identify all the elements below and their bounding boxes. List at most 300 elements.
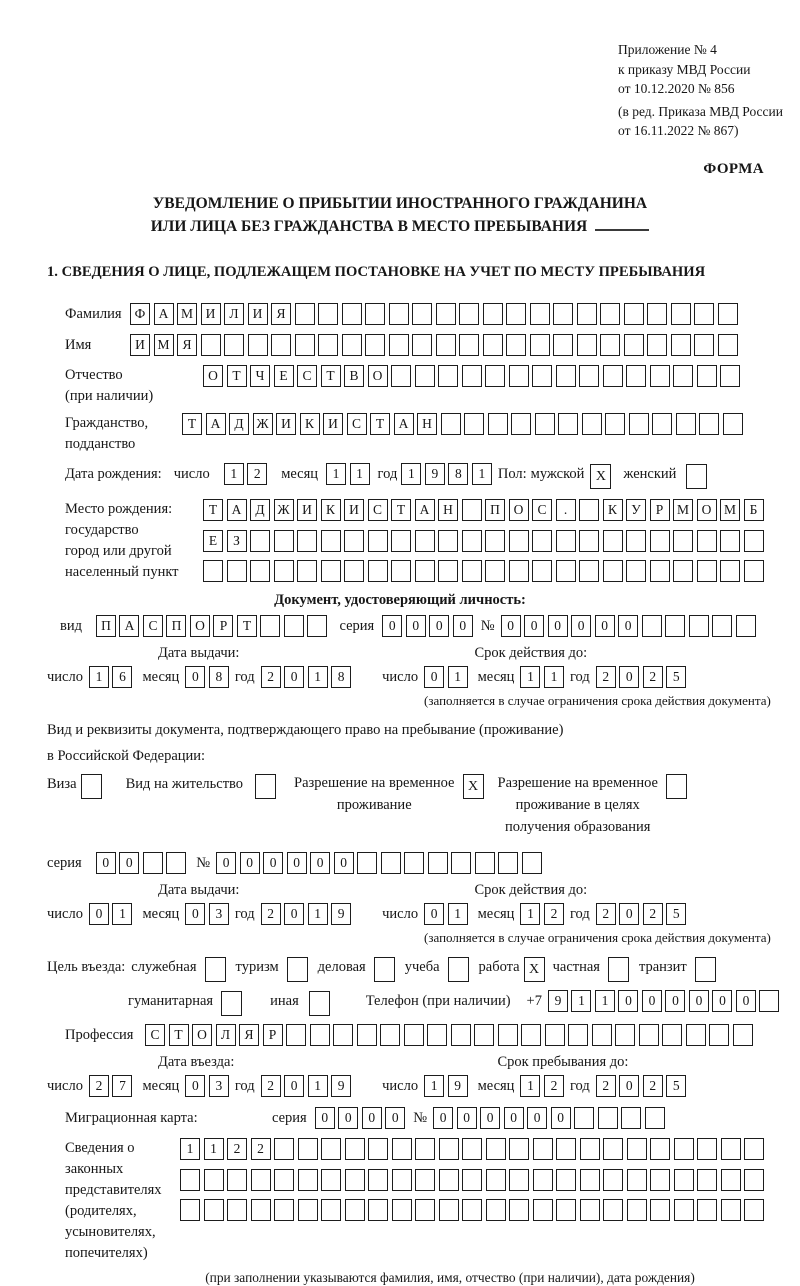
char-cell[interactable] [723,413,743,435]
char-cell[interactable] [733,1024,753,1046]
char-cell[interactable]: 1 [595,990,615,1012]
char-cell[interactable] [415,1138,435,1160]
char-cell[interactable] [556,1169,576,1191]
char-cell[interactable]: 0 [619,666,639,688]
char-cell[interactable] [506,303,526,325]
char-cell[interactable]: 1 [520,903,540,925]
char-cell[interactable]: Ж [253,413,273,435]
char-cell[interactable]: М [673,499,693,521]
char-cell[interactable]: 0 [240,852,260,874]
char-cell[interactable] [720,365,740,387]
char-cell[interactable] [639,1024,659,1046]
char-cell[interactable] [568,1024,588,1046]
char-cell[interactable]: 2 [643,1075,663,1097]
char-cell[interactable] [671,334,691,356]
char-cell[interactable] [271,334,291,356]
char-cell[interactable]: 2 [89,1075,109,1097]
char-cell[interactable]: 1 [308,666,328,688]
char-cell[interactable] [357,1024,377,1046]
char-cell[interactable] [412,334,432,356]
char-cell[interactable] [415,1199,435,1221]
char-cell[interactable] [662,1024,682,1046]
char-cell[interactable]: С [347,413,367,435]
char-cell[interactable]: П [485,499,505,521]
char-cell[interactable]: Ф [130,303,150,325]
char-cell[interactable]: 0 [689,990,709,1012]
purpose-private-checkbox[interactable] [608,957,629,982]
char-cell[interactable] [321,1169,341,1191]
char-cell[interactable] [295,334,315,356]
char-cell[interactable] [415,365,435,387]
char-cell[interactable] [674,1138,694,1160]
char-cell[interactable]: Н [438,499,458,521]
char-cell[interactable] [462,499,482,521]
char-cell[interactable] [574,1107,594,1129]
char-cell[interactable] [506,334,526,356]
char-cell[interactable] [626,560,646,582]
char-cell[interactable]: 1 [180,1138,200,1160]
char-cell[interactable]: 0 [185,666,205,688]
char-cell[interactable]: 0 [96,852,116,874]
char-cell[interactable] [274,1138,294,1160]
char-cell[interactable] [342,303,362,325]
char-cell[interactable] [676,413,696,435]
char-cell[interactable]: 0 [453,615,473,637]
char-cell[interactable]: 0 [284,1075,304,1097]
char-cell[interactable] [297,530,317,552]
char-cell[interactable] [699,413,719,435]
char-cell[interactable]: Т [391,499,411,521]
char-cell[interactable]: 1 [520,1075,540,1097]
char-cell[interactable]: 0 [524,615,544,637]
char-cell[interactable]: И [130,334,150,356]
char-cell[interactable] [694,303,714,325]
char-cell[interactable] [380,1024,400,1046]
char-cell[interactable] [441,413,461,435]
char-cell[interactable]: М [154,334,174,356]
char-cell[interactable]: 6 [112,666,132,688]
char-cell[interactable] [248,334,268,356]
char-cell[interactable]: У [626,499,646,521]
char-cell[interactable]: 1 [224,463,244,485]
char-cell[interactable] [318,303,338,325]
char-cell[interactable]: В [344,365,364,387]
char-cell[interactable]: 0 [424,666,444,688]
char-cell[interactable] [345,1199,365,1221]
char-cell[interactable] [438,560,458,582]
char-cell[interactable] [556,1199,576,1221]
char-cell[interactable] [485,365,505,387]
char-cell[interactable] [673,365,693,387]
char-cell[interactable]: 0 [551,1107,571,1129]
char-cell[interactable] [250,560,270,582]
char-cell[interactable] [274,1199,294,1221]
char-cell[interactable] [436,303,456,325]
char-cell[interactable]: 0 [284,903,304,925]
char-cell[interactable] [404,1024,424,1046]
char-cell[interactable]: 1 [520,666,540,688]
char-cell[interactable]: 2 [544,1075,564,1097]
char-cell[interactable] [533,1169,553,1191]
char-cell[interactable] [712,615,732,637]
char-cell[interactable]: 0 [618,615,638,637]
char-cell[interactable]: К [603,499,623,521]
char-cell[interactable] [642,615,662,637]
char-cell[interactable] [321,1199,341,1221]
char-cell[interactable] [647,334,667,356]
char-cell[interactable]: 8 [331,666,351,688]
char-cell[interactable] [652,413,672,435]
char-cell[interactable] [250,530,270,552]
char-cell[interactable]: 0 [185,1075,205,1097]
char-cell[interactable]: 0 [284,666,304,688]
char-cell[interactable] [485,530,505,552]
char-cell[interactable]: 8 [209,666,229,688]
char-cell[interactable]: 2 [643,666,663,688]
char-cell[interactable] [553,334,573,356]
char-cell[interactable]: 0 [119,852,139,874]
char-cell[interactable] [459,303,479,325]
char-cell[interactable] [600,303,620,325]
char-cell[interactable]: 0 [618,990,638,1012]
char-cell[interactable]: 9 [331,903,351,925]
char-cell[interactable] [718,334,738,356]
purpose-humanitarian-checkbox[interactable] [221,991,242,1016]
char-cell[interactable] [665,615,685,637]
char-cell[interactable]: С [143,615,163,637]
purpose-business-checkbox[interactable] [374,957,395,982]
char-cell[interactable]: Ч [250,365,270,387]
visa-checkbox[interactable] [81,774,102,799]
char-cell[interactable] [556,560,576,582]
char-cell[interactable]: 0 [736,990,756,1012]
char-cell[interactable]: 8 [448,463,468,485]
char-cell[interactable] [579,560,599,582]
char-cell[interactable] [592,1024,612,1046]
char-cell[interactable] [744,1138,764,1160]
char-cell[interactable]: 0 [310,852,330,874]
char-cell[interactable] [545,1024,565,1046]
char-cell[interactable] [736,615,756,637]
char-cell[interactable]: А [227,499,247,521]
char-cell[interactable] [556,1138,576,1160]
char-cell[interactable]: 2 [643,903,663,925]
char-cell[interactable]: . [556,499,576,521]
char-cell[interactable]: 1 [89,666,109,688]
char-cell[interactable] [365,303,385,325]
char-cell[interactable]: О [509,499,529,521]
char-cell[interactable] [391,365,411,387]
char-cell[interactable]: А [206,413,226,435]
char-cell[interactable] [251,1169,271,1191]
char-cell[interactable]: 9 [548,990,568,1012]
char-cell[interactable] [697,560,717,582]
char-cell[interactable] [744,1169,764,1191]
char-cell[interactable] [579,530,599,552]
char-cell[interactable] [629,413,649,435]
char-cell[interactable] [180,1169,200,1191]
char-cell[interactable] [626,530,646,552]
char-cell[interactable]: 1 [308,1075,328,1097]
char-cell[interactable] [412,303,432,325]
char-cell[interactable] [389,303,409,325]
char-cell[interactable] [274,1169,294,1191]
char-cell[interactable] [439,1199,459,1221]
char-cell[interactable]: М [720,499,740,521]
char-cell[interactable] [143,852,163,874]
char-cell[interactable]: 0 [665,990,685,1012]
char-cell[interactable] [686,1024,706,1046]
char-cell[interactable] [744,530,764,552]
temp-residence-checkbox[interactable]: X [463,774,484,799]
char-cell[interactable]: Д [229,413,249,435]
char-cell[interactable] [439,1169,459,1191]
char-cell[interactable]: 0 [185,903,205,925]
char-cell[interactable]: 1 [326,463,346,485]
char-cell[interactable]: Р [650,499,670,521]
char-cell[interactable] [624,334,644,356]
char-cell[interactable]: 1 [544,666,564,688]
char-cell[interactable] [298,1138,318,1160]
char-cell[interactable]: И [276,413,296,435]
char-cell[interactable]: Т [237,615,257,637]
char-cell[interactable] [627,1199,647,1221]
char-cell[interactable]: 0 [89,903,109,925]
char-cell[interactable] [603,1138,623,1160]
char-cell[interactable] [462,365,482,387]
char-cell[interactable]: 0 [382,615,402,637]
char-cell[interactable]: 2 [227,1138,247,1160]
char-cell[interactable] [671,303,691,325]
char-cell[interactable]: Т [182,413,202,435]
char-cell[interactable] [485,560,505,582]
char-cell[interactable] [498,852,518,874]
purpose-tourism-checkbox[interactable] [287,957,308,982]
residence-permit-checkbox[interactable] [255,774,276,799]
temp-residence-education-checkbox[interactable] [666,774,687,799]
char-cell[interactable] [650,560,670,582]
char-cell[interactable] [392,1138,412,1160]
char-cell[interactable]: Р [263,1024,283,1046]
char-cell[interactable] [451,852,471,874]
char-cell[interactable]: 5 [666,666,686,688]
char-cell[interactable]: К [321,499,341,521]
char-cell[interactable]: 1 [112,903,132,925]
char-cell[interactable]: 2 [596,903,616,925]
char-cell[interactable]: 0 [429,615,449,637]
char-cell[interactable] [488,413,508,435]
char-cell[interactable]: 1 [424,1075,444,1097]
char-cell[interactable] [368,530,388,552]
char-cell[interactable] [603,530,623,552]
char-cell[interactable]: Т [203,499,223,521]
char-cell[interactable] [298,1199,318,1221]
char-cell[interactable]: 9 [425,463,445,485]
char-cell[interactable] [297,560,317,582]
char-cell[interactable]: И [344,499,364,521]
char-cell[interactable] [204,1199,224,1221]
char-cell[interactable]: 0 [338,1107,358,1129]
char-cell[interactable]: Т [227,365,247,387]
char-cell[interactable]: П [96,615,116,637]
char-cell[interactable] [227,1199,247,1221]
char-cell[interactable] [415,560,435,582]
char-cell[interactable] [598,1107,618,1129]
char-cell[interactable] [227,1169,247,1191]
char-cell[interactable]: Н [417,413,437,435]
char-cell[interactable]: Р [213,615,233,637]
char-cell[interactable] [603,365,623,387]
char-cell[interactable]: 0 [712,990,732,1012]
char-cell[interactable]: 0 [504,1107,524,1129]
char-cell[interactable]: 1 [308,903,328,925]
char-cell[interactable] [475,852,495,874]
char-cell[interactable] [345,1138,365,1160]
char-cell[interactable]: 9 [448,1075,468,1097]
char-cell[interactable]: 7 [112,1075,132,1097]
char-cell[interactable]: З [227,530,247,552]
char-cell[interactable] [697,1169,717,1191]
char-cell[interactable]: А [394,413,414,435]
char-cell[interactable]: Я [271,303,291,325]
char-cell[interactable] [227,560,247,582]
char-cell[interactable]: И [248,303,268,325]
char-cell[interactable] [579,499,599,521]
char-cell[interactable] [251,1199,271,1221]
char-cell[interactable]: 0 [433,1107,453,1129]
purpose-official-checkbox[interactable] [205,957,226,982]
char-cell[interactable] [204,1169,224,1191]
char-cell[interactable] [673,560,693,582]
char-cell[interactable]: 1 [401,463,421,485]
char-cell[interactable]: К [300,413,320,435]
char-cell[interactable] [759,990,779,1012]
char-cell[interactable]: 2 [596,666,616,688]
char-cell[interactable] [580,1199,600,1221]
char-cell[interactable] [721,1199,741,1221]
char-cell[interactable] [580,1138,600,1160]
char-cell[interactable]: 2 [261,666,281,688]
char-cell[interactable] [274,560,294,582]
char-cell[interactable]: 0 [480,1107,500,1129]
char-cell[interactable]: 1 [204,1138,224,1160]
char-cell[interactable]: 0 [457,1107,477,1129]
char-cell[interactable] [627,1138,647,1160]
char-cell[interactable] [438,365,458,387]
char-cell[interactable] [381,852,401,874]
char-cell[interactable] [522,852,542,874]
char-cell[interactable] [486,1138,506,1160]
char-cell[interactable] [368,1138,388,1160]
char-cell[interactable] [333,1024,353,1046]
char-cell[interactable] [603,560,623,582]
char-cell[interactable]: И [201,303,221,325]
char-cell[interactable] [439,1138,459,1160]
char-cell[interactable]: Т [370,413,390,435]
char-cell[interactable] [509,560,529,582]
char-cell[interactable] [462,1138,482,1160]
char-cell[interactable] [627,1169,647,1191]
char-cell[interactable] [580,1169,600,1191]
char-cell[interactable]: Е [203,530,223,552]
char-cell[interactable] [392,1199,412,1221]
char-cell[interactable]: О [192,1024,212,1046]
char-cell[interactable]: С [532,499,552,521]
char-cell[interactable] [318,334,338,356]
char-cell[interactable]: Л [224,303,244,325]
char-cell[interactable] [307,615,327,637]
char-cell[interactable] [436,334,456,356]
char-cell[interactable] [392,1169,412,1191]
char-cell[interactable]: 0 [424,903,444,925]
char-cell[interactable] [621,1107,641,1129]
char-cell[interactable]: О [697,499,717,521]
char-cell[interactable] [260,615,280,637]
char-cell[interactable] [709,1024,729,1046]
char-cell[interactable] [509,1138,529,1160]
char-cell[interactable]: Т [321,365,341,387]
char-cell[interactable]: 3 [209,1075,229,1097]
char-cell[interactable]: 5 [666,1075,686,1097]
char-cell[interactable] [674,1199,694,1221]
char-cell[interactable]: 3 [209,903,229,925]
char-cell[interactable]: М [177,303,197,325]
char-cell[interactable] [744,560,764,582]
char-cell[interactable] [532,560,552,582]
char-cell[interactable]: 0 [287,852,307,874]
char-cell[interactable] [694,334,714,356]
char-cell[interactable] [697,530,717,552]
char-cell[interactable]: И [323,413,343,435]
char-cell[interactable]: 5 [666,903,686,925]
char-cell[interactable]: Т [169,1024,189,1046]
char-cell[interactable]: 0 [619,903,639,925]
char-cell[interactable] [697,1199,717,1221]
char-cell[interactable] [462,1199,482,1221]
char-cell[interactable] [462,560,482,582]
char-cell[interactable] [368,1199,388,1221]
char-cell[interactable] [603,1169,623,1191]
char-cell[interactable]: 0 [315,1107,335,1129]
char-cell[interactable] [511,413,531,435]
char-cell[interactable] [535,413,555,435]
char-cell[interactable] [521,1024,541,1046]
char-cell[interactable] [533,1138,553,1160]
char-cell[interactable] [428,852,448,874]
char-cell[interactable] [530,303,550,325]
char-cell[interactable] [462,530,482,552]
char-cell[interactable]: 0 [527,1107,547,1129]
char-cell[interactable] [509,365,529,387]
char-cell[interactable] [459,334,479,356]
char-cell[interactable]: Е [274,365,294,387]
char-cell[interactable] [357,852,377,874]
char-cell[interactable]: 0 [362,1107,382,1129]
char-cell[interactable] [274,530,294,552]
char-cell[interactable] [577,303,597,325]
char-cell[interactable]: 0 [548,615,568,637]
char-cell[interactable] [344,560,364,582]
char-cell[interactable] [427,1024,447,1046]
char-cell[interactable]: 1 [571,990,591,1012]
char-cell[interactable]: 0 [406,615,426,637]
char-cell[interactable]: С [145,1024,165,1046]
char-cell[interactable] [462,1169,482,1191]
char-cell[interactable] [718,303,738,325]
char-cell[interactable]: О [190,615,210,637]
char-cell[interactable] [689,615,709,637]
char-cell[interactable] [647,303,667,325]
